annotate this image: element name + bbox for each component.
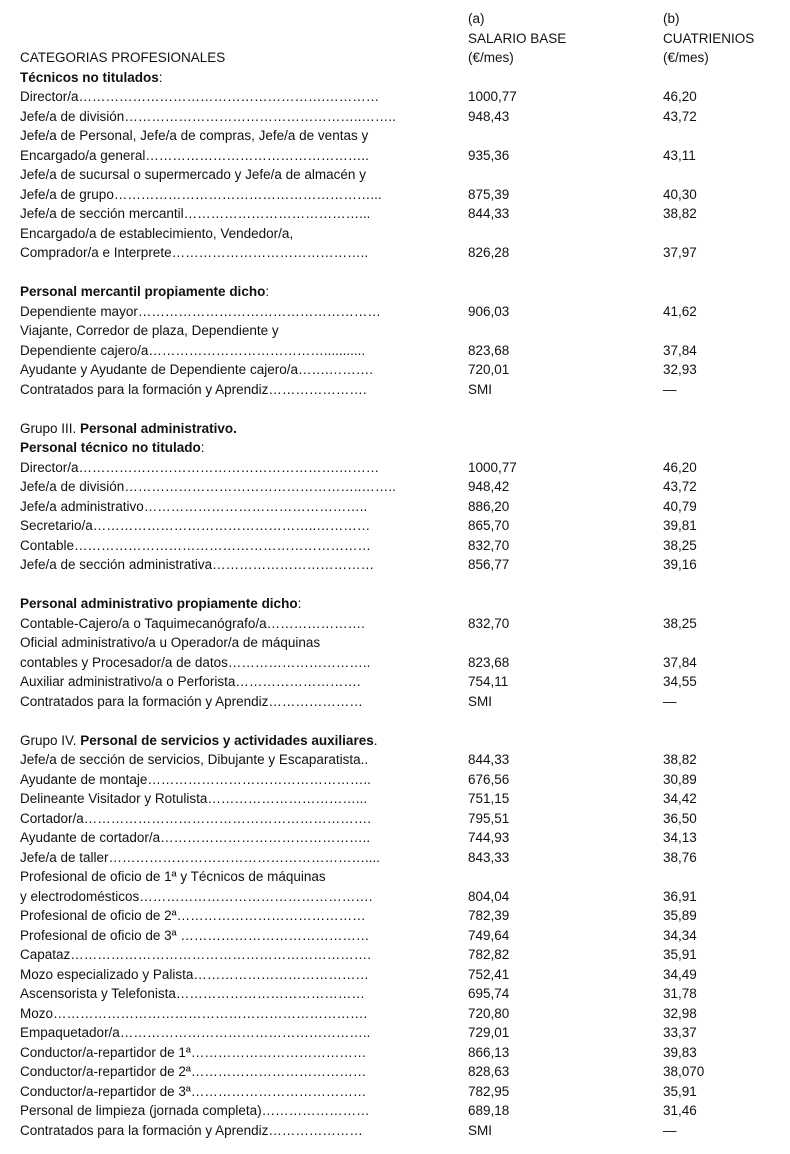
salario-base-value: 754,11 xyxy=(468,674,509,689)
category-label: Jefe/a de taller………………………………………………….... xyxy=(20,849,381,865)
heading-suffix: : xyxy=(265,284,270,299)
category-label: Jefe/a de sección administrativa……………………………… xyxy=(20,557,375,572)
cuatrienios-value: 35,91 xyxy=(663,947,697,962)
header-units-row xyxy=(20,48,780,68)
salario-base-value: 823,68 xyxy=(468,654,510,670)
cuatrienios-value: 38,76 xyxy=(663,849,697,865)
table-row xyxy=(20,1023,780,1043)
header-titles-row xyxy=(20,29,780,49)
cuatrienios-value: 37,84 xyxy=(663,342,697,358)
heading-bold: Personal de servicios y actividades auxiliares xyxy=(80,732,374,748)
salario-base-value: 751,15 xyxy=(468,791,510,806)
heading-bold: Personal administrativo. xyxy=(80,420,237,436)
cuatrienios-value: 46,20 xyxy=(663,459,697,475)
table-row xyxy=(20,848,780,868)
category-label: Mozo especializado y Palista………………………………… xyxy=(20,966,369,982)
salario-base-value: SMI xyxy=(468,693,493,709)
table-row xyxy=(20,789,780,809)
table-row xyxy=(20,555,780,575)
table-row xyxy=(20,516,780,536)
cuatrienios-value: 43,72 xyxy=(663,479,697,494)
table-row xyxy=(20,672,780,692)
table-row xyxy=(20,341,780,361)
category-label: Jefe/a de grupo…………………………………………………... xyxy=(20,186,382,202)
salario-base-value: 875,39 xyxy=(468,186,510,202)
salario-base-value: 906,03 xyxy=(468,303,510,319)
category-label: Contratados para la formación y Aprendiz………………… xyxy=(20,1122,363,1138)
table-row xyxy=(20,1043,780,1063)
table-row xyxy=(20,887,780,907)
cuatrienios-value: 30,89 xyxy=(663,771,697,787)
table-row xyxy=(20,945,780,965)
table-row xyxy=(20,614,780,634)
salario-base-value: 1000,77 xyxy=(468,89,517,104)
section-heading xyxy=(20,438,780,458)
table-row xyxy=(20,477,780,497)
category-label: Jefe/a de división……………………………………………..…….. xyxy=(20,479,396,494)
category-label: Contable………………………………………………………… xyxy=(20,537,372,553)
heading-text xyxy=(20,731,430,751)
table-row xyxy=(20,965,780,985)
salario-base-value: 828,63 xyxy=(468,1064,510,1079)
col-a-letter: (a) xyxy=(468,11,485,26)
category-label: contables y Procesador/a de datos………………………….. xyxy=(20,654,371,670)
table-row xyxy=(20,497,780,517)
cuatrienios-value: 41,62 xyxy=(663,303,697,319)
heading-text xyxy=(20,68,430,88)
category-label-line xyxy=(20,633,780,653)
cuatrienios-value: 38,25 xyxy=(663,537,697,553)
category-label: Conductor/a-repartidor de 3ª………………………………… xyxy=(20,1083,367,1099)
table-row xyxy=(20,458,780,478)
category-label: Conductor/a-repartidor de 2ª………………………………… xyxy=(20,1064,367,1079)
salario-base-value: 804,04 xyxy=(468,888,510,904)
category-label: Mozo……………………………………………………………. xyxy=(20,1005,368,1021)
category-label: Encargado/a general………………………………………….. xyxy=(20,147,369,163)
cuatrienios-value: 36,50 xyxy=(663,810,697,826)
heading-bold: Personal técnico no titulado xyxy=(20,440,201,455)
category-label: Dependiente mayor……………………………………………… xyxy=(20,303,381,319)
cuatrienios-value: 38,82 xyxy=(663,752,697,767)
cuatrienios-value: 35,91 xyxy=(663,1083,697,1099)
salario-base-value: 720,01 xyxy=(468,362,510,377)
category-label: Jefe/a administrativo………………………………………….. xyxy=(20,498,368,514)
category-label: Contratados para la formación y Aprendiz………………… xyxy=(20,693,363,709)
cuatrienios-value: 34,13 xyxy=(663,830,697,845)
col-b-title: CUATRIENIOS xyxy=(663,30,755,46)
category-label: Conductor/a-repartidor de 1ª………………………………… xyxy=(20,1044,367,1060)
table-row xyxy=(20,750,780,770)
spacer-row xyxy=(20,711,780,731)
salario-base-value: 782,95 xyxy=(468,1083,510,1099)
salary-table xyxy=(20,9,780,1140)
salario-base-value: 752,41 xyxy=(468,966,510,982)
col-a-unit: (€/mes) xyxy=(468,50,514,65)
category-label: Delineante Visitador y Rotulista……………………………... xyxy=(20,791,368,806)
category-label-line xyxy=(20,165,780,185)
category-label: Viajante, Corredor de plaza, Dependiente y xyxy=(20,323,279,338)
category-label: Empaquetador/a……………………………………………….. xyxy=(20,1025,371,1040)
cuatrienios-value: — xyxy=(663,381,677,397)
salario-base-value: 823,68 xyxy=(468,342,510,358)
category-label-line xyxy=(20,126,780,146)
heading-text xyxy=(20,419,430,439)
heading-suffix: : xyxy=(200,440,205,455)
category-label: Jefe/a de Personal, Jefe/a de compras, Jefe/a de ventas y xyxy=(20,128,369,143)
cuatrienios-value: 33,37 xyxy=(663,1025,697,1040)
section-heading xyxy=(20,594,780,614)
salario-base-value: 782,82 xyxy=(468,947,510,962)
table-row xyxy=(20,1062,780,1082)
salario-base-value: 886,20 xyxy=(468,498,510,514)
table-row xyxy=(20,770,780,790)
cuatrienios-value: 46,20 xyxy=(663,89,697,104)
table-row xyxy=(20,809,780,829)
salario-base-value: 948,43 xyxy=(468,108,510,124)
col-b-letter: (b) xyxy=(663,11,680,26)
salario-base-value: 866,13 xyxy=(468,1044,510,1060)
salario-base-value: 948,42 xyxy=(468,479,510,494)
heading-bold: Personal mercantil propiamente dicho xyxy=(20,284,266,299)
table-row xyxy=(20,107,780,127)
category-label-line xyxy=(20,224,780,244)
category-label: Jefe/a de sucursal o supermercado y Jefe/a de almacén y xyxy=(20,167,366,182)
salario-base-value: 826,28 xyxy=(468,245,510,260)
table-row xyxy=(20,828,780,848)
category-label: Oficial administrativo/a u Operador/a de máquinas xyxy=(20,635,321,650)
cuatrienios-value: 32,98 xyxy=(663,1005,697,1021)
cuatrienios-value: 38,070 xyxy=(663,1064,705,1079)
heading-text xyxy=(20,594,430,614)
salario-base-value: 795,51 xyxy=(468,810,510,826)
cuatrienios-value: 40,79 xyxy=(663,498,697,514)
salario-base-value: SMI xyxy=(468,1122,493,1138)
heading-text xyxy=(20,438,430,458)
cuatrienios-value: 40,30 xyxy=(663,186,697,202)
table-row xyxy=(20,204,780,224)
col-b-unit: (€/mes) xyxy=(663,50,709,65)
salario-base-value: 744,93 xyxy=(468,830,510,845)
category-label: Capataz…………………………………………………………. xyxy=(20,947,372,962)
cuatrienios-value: 39,81 xyxy=(663,518,697,533)
salario-base-value: 832,70 xyxy=(468,615,510,631)
section-heading xyxy=(20,68,780,88)
cuatrienios-value: 37,97 xyxy=(663,245,697,260)
category-label: Ayudante de montaje………………………………………….. xyxy=(20,771,371,787)
table-row xyxy=(20,926,780,946)
cuatrienios-value: 38,25 xyxy=(663,615,697,631)
cuatrienios-value: 31,46 xyxy=(663,1103,697,1118)
spacer-row xyxy=(20,575,780,595)
category-label: Contable-Cajero/a o Taquimecanógrafo/a…………………. xyxy=(20,615,365,631)
cuatrienios-value: 43,11 xyxy=(663,147,696,163)
heading-text xyxy=(20,282,430,302)
table-body xyxy=(20,68,780,1141)
table-row xyxy=(20,1101,780,1121)
salario-base-value: 782,39 xyxy=(468,908,510,923)
table-row xyxy=(20,536,780,556)
cuatrienios-value: 35,89 xyxy=(663,908,697,923)
table-row xyxy=(20,984,780,1004)
table-row xyxy=(20,360,780,380)
col-a-title: SALARIO BASE xyxy=(468,30,567,46)
group-heading xyxy=(20,419,780,439)
salario-base-value: 935,36 xyxy=(468,147,510,163)
table-row xyxy=(20,87,780,107)
salario-base-value: 1000,77 xyxy=(468,459,517,475)
category-label: Jefe/a de sección de servicios, Dibujante y Escaparatista.. xyxy=(20,752,369,767)
category-label: Contratados para la formación y Aprendiz…………………. xyxy=(20,381,367,397)
category-label: Jefe/a de sección mercantil…………………………………... xyxy=(20,206,371,221)
category-label: y electrodomésticos……………………………………………. xyxy=(20,888,373,904)
category-label: Secretario/a…………………………………………..………… xyxy=(20,518,371,533)
category-label-line xyxy=(20,321,780,341)
category-label: Director/a………………………………………………….……… xyxy=(20,459,380,475)
cuatrienios-value: 31,78 xyxy=(663,986,697,1001)
category-label: Profesional de oficio de 3ª …………………………………… xyxy=(20,927,370,943)
category-label: Comprador/a e Interprete…………………………………….. xyxy=(20,245,369,260)
salario-base-value: 843,33 xyxy=(468,849,510,865)
salario-base-value: 844,33 xyxy=(468,206,510,221)
spacer-row xyxy=(20,399,780,419)
category-label: Jefe/a de división……………………………………………..…….. xyxy=(20,108,396,124)
cuatrienios-value: 34,42 xyxy=(663,791,697,806)
table-row xyxy=(20,1004,780,1024)
salario-base-value: 832,70 xyxy=(468,537,510,553)
category-label: Ayudante y Ayudante de Dependiente cajero/a…….………. xyxy=(20,362,373,377)
cuatrienios-value: — xyxy=(663,693,677,709)
salario-base-value: 695,74 xyxy=(468,986,510,1001)
categories-label: CATEGORIAS PROFESIONALES xyxy=(20,50,226,65)
table-row xyxy=(20,243,780,263)
category-label: Cortador/a………………………………………………………. xyxy=(20,810,372,826)
cuatrienios-value: 39,83 xyxy=(663,1044,697,1060)
heading-bold: Personal administrativo propiamente dicho xyxy=(20,596,298,611)
cuatrienios-value: 34,55 xyxy=(663,674,697,689)
salario-base-value: 844,33 xyxy=(468,752,510,767)
category-label: Director/a……………………………………………….………… xyxy=(20,89,380,104)
group-prefix: Grupo IV. xyxy=(20,732,81,748)
heading-suffix: : xyxy=(297,596,302,611)
salario-base-value: 856,77 xyxy=(468,557,510,572)
salario-base-value: 729,01 xyxy=(468,1025,510,1040)
header-letters-row xyxy=(20,9,780,29)
cuatrienios-value: 38,82 xyxy=(663,206,697,221)
salario-base-value: 689,18 xyxy=(468,1103,510,1118)
cuatrienios-value: 37,84 xyxy=(663,654,697,670)
group-prefix: Grupo III. xyxy=(20,420,81,436)
table-row xyxy=(20,692,780,712)
heading-suffix: . xyxy=(373,732,378,748)
cuatrienios-value: 32,93 xyxy=(663,362,697,377)
cuatrienios-value: 34,49 xyxy=(663,966,697,982)
category-label: Encargado/a de establecimiento, Vendedor/a, xyxy=(20,225,294,241)
category-label-line xyxy=(20,867,780,887)
table-row xyxy=(20,380,780,400)
heading-bold: Técnicos no titulados xyxy=(20,69,159,85)
category-label: Auxiliar administrativo/a o Perforista………………………. xyxy=(20,674,361,689)
cuatrienios-value: — xyxy=(663,1122,677,1138)
category-label: Personal de limpieza (jornada completa)…………………… xyxy=(20,1103,370,1118)
category-label: Dependiente cajero/a…………………………………........... xyxy=(20,342,366,358)
category-label: Ascensorista y Telefonista…………………………………… xyxy=(20,986,365,1001)
table-row xyxy=(20,146,780,166)
table-row xyxy=(20,302,780,322)
section-heading xyxy=(20,282,780,302)
table-row xyxy=(20,906,780,926)
salario-base-value: 720,80 xyxy=(468,1005,510,1021)
category-label: Profesional de oficio de 2ª…………………………………… xyxy=(20,908,366,923)
table-row xyxy=(20,1082,780,1102)
cuatrienios-value: 39,16 xyxy=(663,557,697,572)
salario-base-value: 676,56 xyxy=(468,771,510,787)
cuatrienios-value: 34,34 xyxy=(663,927,697,943)
salario-base-value: SMI xyxy=(468,381,493,397)
heading-suffix: : xyxy=(158,69,163,85)
category-label: Profesional de oficio de 1ª y Técnicos de máquinas xyxy=(20,869,326,884)
table-row xyxy=(20,185,780,205)
table-row xyxy=(20,653,780,673)
spacer-row xyxy=(20,263,780,283)
cuatrienios-value: 36,91 xyxy=(663,888,697,904)
salario-base-value: 749,64 xyxy=(468,927,510,943)
cuatrienios-value: 43,72 xyxy=(663,108,697,124)
category-label: Ayudante de cortador/a……………………………………….. xyxy=(20,830,371,845)
group-heading xyxy=(20,731,780,751)
table-row xyxy=(20,1121,780,1141)
salario-base-value: 865,70 xyxy=(468,518,510,533)
